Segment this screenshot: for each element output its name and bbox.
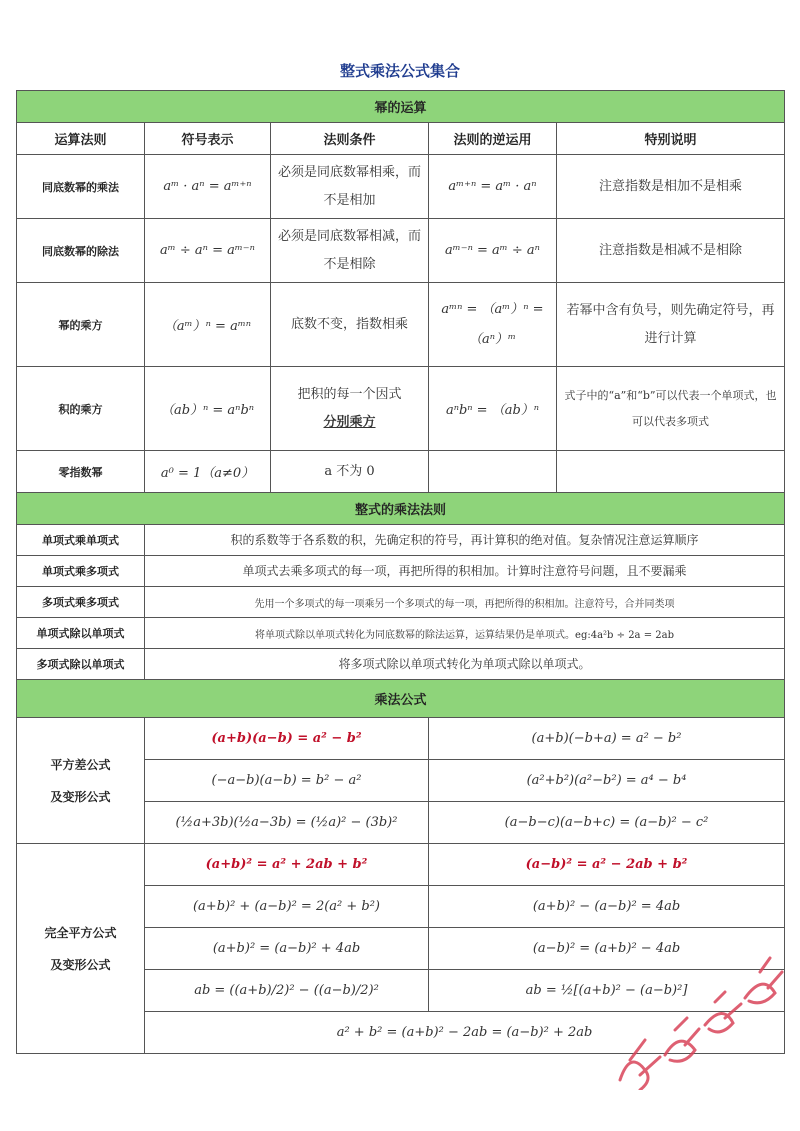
formula-cell: (a+b)² + (a−b)² = 2(a² + b²) bbox=[145, 886, 429, 928]
row-name: 幂的乘方 bbox=[17, 283, 145, 367]
condition-cell: 底数不变，指数相乘 bbox=[271, 283, 429, 367]
condition-cell: 必须是同底数幂相减，而不是相除 bbox=[271, 219, 429, 283]
row-name: 同底数幂的除法 bbox=[17, 219, 145, 283]
formula-cell: (a−b−c)(a−b+c) = (a−b)² − c² bbox=[429, 802, 785, 844]
rule-text: 单项式去乘多项式的每一项，再把所得的积相加。计算时注意符号问题，且不要漏乘 bbox=[145, 556, 785, 587]
table-row bbox=[17, 556, 785, 587]
formula-cell: (a−b)² = a² − 2ab + b² bbox=[429, 844, 785, 886]
formula-cell: (a+b)(−b+a) = a² − b² bbox=[429, 718, 785, 760]
row-name: 单项式乘多项式 bbox=[17, 556, 145, 587]
note-cell: 式子中的“a”和“b”可以代表一个单项式，也可以代表多项式 bbox=[557, 367, 785, 451]
note-cell: 注意指数是相减不是相除 bbox=[557, 219, 785, 283]
condition-line-1: 把积的每一个因式 bbox=[297, 386, 402, 402]
header-condition: 法则条件 bbox=[271, 123, 429, 155]
formula-cell: (a+b)² = (a−b)² + 4ab bbox=[145, 928, 429, 970]
inverse-cell: aᵐⁿ = （aᵐ）ⁿ = （aⁿ）ᵐ bbox=[429, 283, 557, 367]
formula-cell: (½a+3b)(½a−3b) = (½a)² − (3b)² bbox=[145, 802, 429, 844]
watermark-stamp-icon bbox=[600, 930, 800, 1090]
symbol-cell: aᵐ ÷ aⁿ = aᵐ⁻ⁿ bbox=[145, 219, 271, 283]
inverse-cell bbox=[429, 451, 557, 493]
row-name: 同底数幂的乘法 bbox=[17, 155, 145, 219]
page-title: 整式乘法公式集合 bbox=[339, 62, 460, 80]
formula-cell-wide: a² + b² = (a+b)² − 2ab = (a−b)² + 2ab bbox=[145, 1012, 785, 1054]
formula-cell: (a²+b²)(a²−b²) = a⁴ − b⁴ bbox=[429, 760, 785, 802]
inverse-cell: aⁿbⁿ = （ab）ⁿ bbox=[429, 367, 557, 451]
note-cell bbox=[557, 451, 785, 493]
header-inverse: 法则的逆运用 bbox=[429, 123, 557, 155]
symbol-cell: （ab）ⁿ = aⁿbⁿ bbox=[145, 367, 271, 451]
symbol-cell: aᵐ · aⁿ = aᵐ⁺ⁿ bbox=[145, 155, 271, 219]
label-line-2: 及变形公式 bbox=[50, 789, 111, 804]
header-symbol: 符号表示 bbox=[145, 123, 271, 155]
table-row bbox=[17, 451, 785, 493]
condition-line-2: 分别乘方 bbox=[323, 414, 376, 430]
formula-cell: (a−b)² = (a+b)² − 4ab bbox=[429, 928, 785, 970]
section-formulas: 乘法公式 bbox=[17, 680, 785, 718]
label-line-2: 及变形公式 bbox=[50, 957, 111, 972]
table-row bbox=[17, 649, 785, 680]
condition-cell bbox=[271, 367, 429, 451]
row-name: 零指数幂 bbox=[17, 451, 145, 493]
section-rules: 整式的乘法法则 bbox=[17, 493, 785, 525]
power-table bbox=[16, 90, 785, 493]
note-cell: 注意指数是相加不是相乘 bbox=[557, 155, 785, 219]
table-row bbox=[17, 155, 785, 219]
rules-table bbox=[16, 492, 785, 680]
formula-cell: ab = ½[(a+b)² − (a−b)²] bbox=[429, 970, 785, 1012]
symbol-cell: a⁰ = 1（a≠0） bbox=[145, 451, 271, 493]
perfect-squares-label bbox=[17, 844, 145, 1054]
section-power: 幂的运算 bbox=[17, 91, 785, 123]
label-line-1: 平方差公式 bbox=[50, 757, 111, 772]
rule-text: 将单项式除以单项式转化为同底数幂的除法运算，运算结果仍是单项式。eg:4a²b ÷ 2a = 2ab bbox=[145, 618, 785, 649]
note-cell: 若幂中含有负号，则先确定符号，再进行计算 bbox=[557, 283, 785, 367]
header-note: 特别说明 bbox=[557, 123, 785, 155]
row-name: 积的乘方 bbox=[17, 367, 145, 451]
condition-cell: 必须是同底数幂相乘，而不是相加 bbox=[271, 155, 429, 219]
table-row bbox=[17, 587, 785, 618]
rule-text: 先用一个多项式的每一项乘另一个多项式的每一项，再把所得的积相加。注意符号，合并同类项 bbox=[145, 587, 785, 618]
row-name: 多项式乘多项式 bbox=[17, 587, 145, 618]
formula-cell: (a+b)(a−b) = a² − b² bbox=[145, 718, 429, 760]
table-row bbox=[17, 618, 785, 649]
rule-text: 将多项式除以单项式转化为单项式除以单项式。 bbox=[145, 649, 785, 680]
formula-cell: ab = ((a+b)/2)² − ((a−b)/2)² bbox=[145, 970, 429, 1012]
header-rule: 运算法则 bbox=[17, 123, 145, 155]
table-row bbox=[17, 367, 785, 451]
formula-cell: (a+b)² − (a−b)² = 4ab bbox=[429, 886, 785, 928]
table-row bbox=[17, 219, 785, 283]
symbol-cell: （aᵐ）ⁿ = aᵐⁿ bbox=[145, 283, 271, 367]
table-row bbox=[17, 283, 785, 367]
row-name: 单项式乘单项式 bbox=[17, 525, 145, 556]
row-name: 多项式除以单项式 bbox=[17, 649, 145, 680]
row-name: 单项式除以单项式 bbox=[17, 618, 145, 649]
formula-cell: (a+b)² = a² + 2ab + b² bbox=[145, 844, 429, 886]
diff-squares-label bbox=[17, 718, 145, 844]
inverse-cell: aᵐ⁺ⁿ = aᵐ · aⁿ bbox=[429, 155, 557, 219]
inverse-cell: aᵐ⁻ⁿ = aᵐ ÷ aⁿ bbox=[429, 219, 557, 283]
table-row bbox=[17, 525, 785, 556]
label-line-1: 完全平方公式 bbox=[44, 925, 117, 940]
condition-cell: a 不为 0 bbox=[271, 451, 429, 493]
rule-text: 积的系数等于各系数的积，先确定积的符号，再计算积的绝对值。复杂情况注意运算顺序 bbox=[145, 525, 785, 556]
formula-cell: (−a−b)(a−b) = b² − a² bbox=[145, 760, 429, 802]
